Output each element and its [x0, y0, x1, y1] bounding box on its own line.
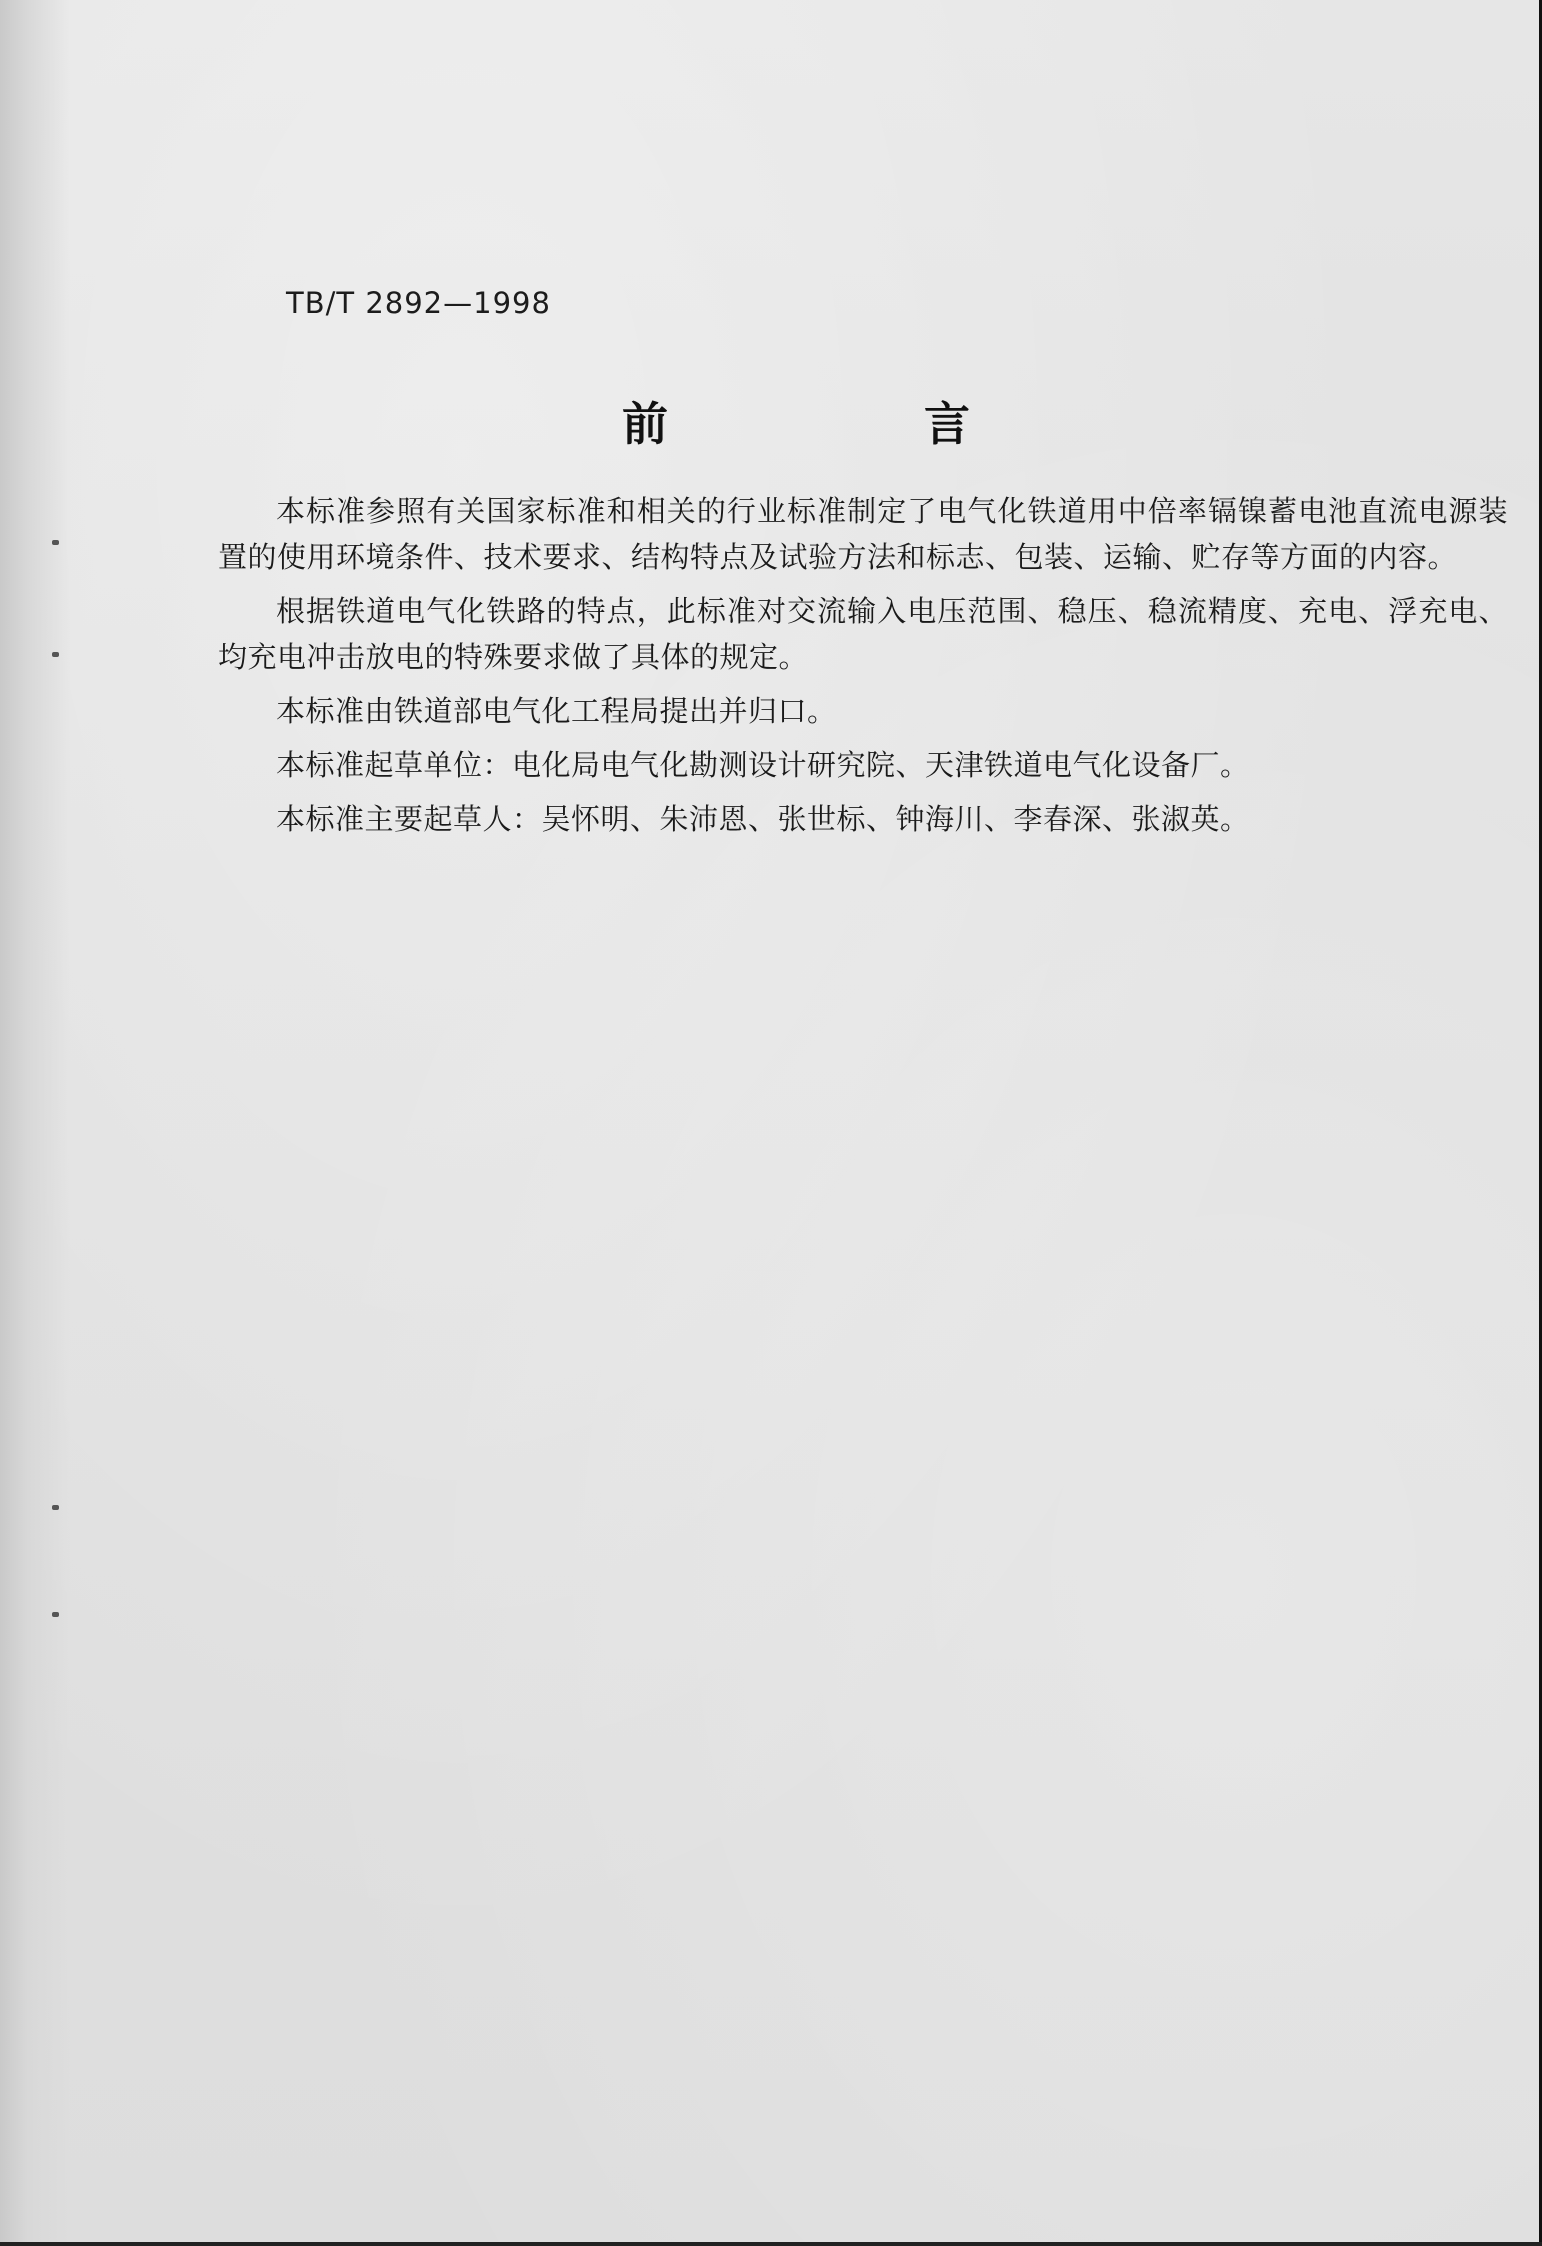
preface-body: [218, 488, 1508, 850]
punch-mark: [52, 540, 59, 545]
paragraph: 本标准参照有关国家标准和相关的行业标准制定了电气化铁道用中倍率镉镍蓄电池直流电源装置的使用环境条件、技术要求、结构特点及试验方法和标志、包装、运输、贮存等方面的内容。: [218, 494, 1508, 574]
paragraph: 根据铁道电气化铁路的特点，此标准对交流输入电压范围、稳压、稳流精度、充电、浮充电、均充电冲击放电的特殊要求做了具体的规定。: [218, 594, 1508, 674]
paragraph: 本标准主要起草人：吴怀明、朱沛恩、张世标、钟海川、李春深、张淑英。: [276, 802, 1250, 836]
standard-code: TB/T 2892—1998: [286, 286, 551, 320]
paragraph: 本标准由铁道部电气化工程局提出并归口。: [276, 694, 837, 728]
punch-mark: [52, 1612, 59, 1617]
punch-mark: [52, 652, 59, 657]
binding-shadow: [0, 0, 70, 2246]
scan-border-bottom: [0, 2242, 1542, 2246]
page-title: 前 言: [621, 397, 1090, 451]
paragraph: 本标准起草单位：电化局电气化勘测设计研究院、天津铁道电气化设备厂。: [276, 748, 1250, 782]
punch-mark: [52, 1505, 59, 1510]
